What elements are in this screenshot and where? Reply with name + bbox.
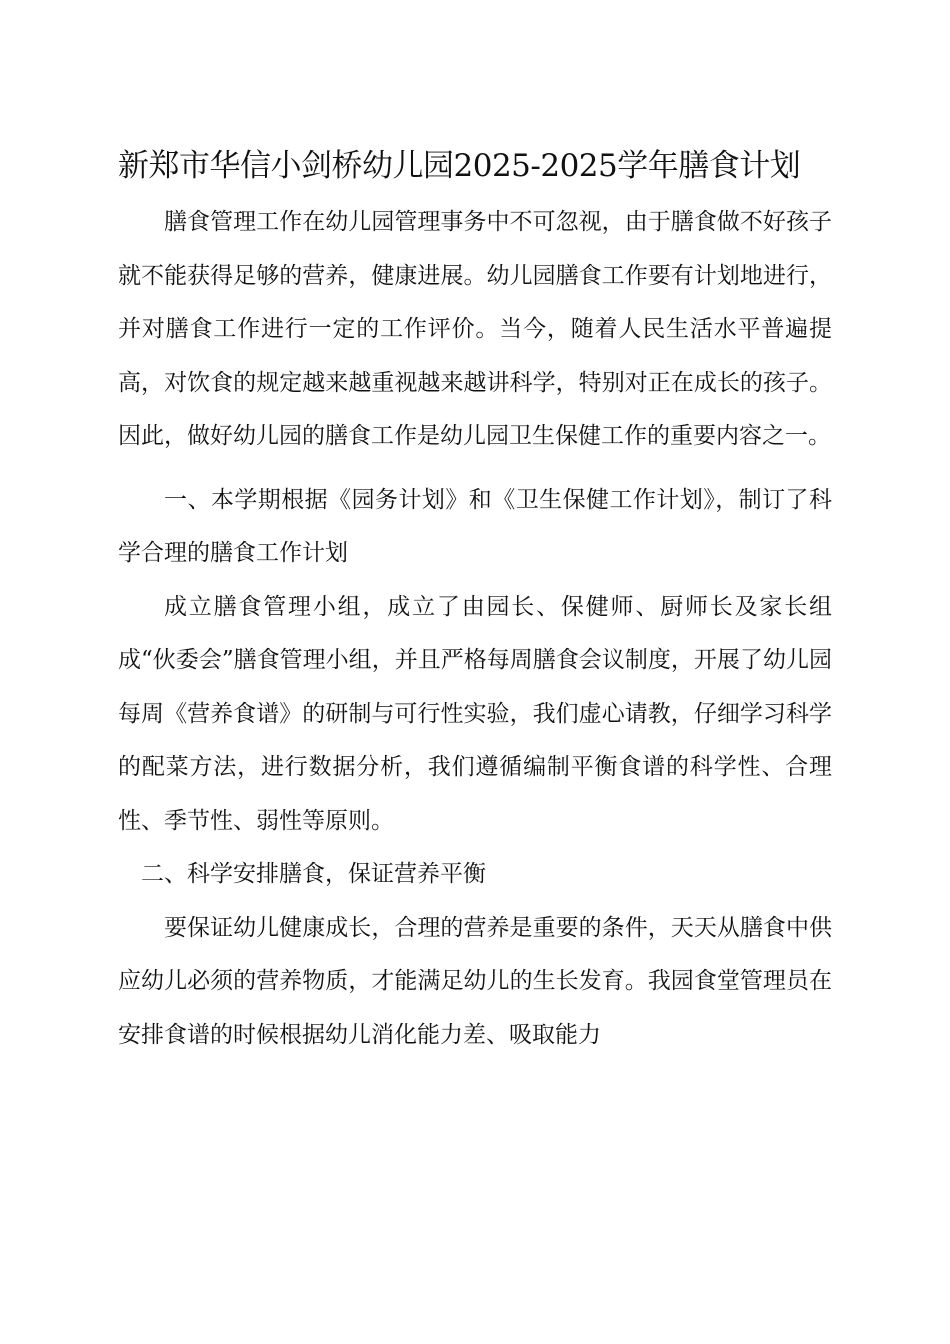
document-body xyxy=(118,196,832,1062)
document-title: 新郑市华信小剑桥幼儿园2025-2025学年膳食计划 xyxy=(118,148,801,184)
section-two-heading: 二、科学安排膳食，保证营养平衡 xyxy=(141,861,486,887)
section-one-paragraph: 成立膳食管理小组，成立了由园长、保健师、厨师长及家长组成“伙委会”膳食管理小组，并且严格每周膳食会议制度，开展了幼儿园每周《营养食谱》的研制与可行性实验，我们虚心请教，仔细学习科学的配菜方法，进行数据分析，我们遵循编制平衡食谱的科学性、合理性、季节性、弱性等原则。 xyxy=(118,593,832,834)
section-two-paragraph: 要保证幼儿健康成长，合理的营养是重要的条件，天天从膳食中供应幼儿必须的营养物质，才能满足幼儿的生长发育。我园食堂管理员在安排食谱的时候根据幼儿消化能力差、吸取能力 xyxy=(118,914,832,1048)
intro-paragraph: 膳食管理工作在幼儿园管理事务中不可忽视，由于膳食做不好孩子就不能获得足够的营养，健康进展。幼儿园膳食工作要有计划地进行，并对膳食工作进行一定的工作评价。当今，随着人民生活水平普遍提高，对饮食的规定越来越重视越来越讲科学，特别对正在成长的孩子。因此，做好幼儿园的膳食工作是幼儿园卫生保健工作的重要内容之一。 xyxy=(118,209,832,449)
section-one-heading: 一、本学期根据《园务计划》和《卫生保健工作计划》，制订了科学合理的膳食工作计划 xyxy=(118,486,832,566)
